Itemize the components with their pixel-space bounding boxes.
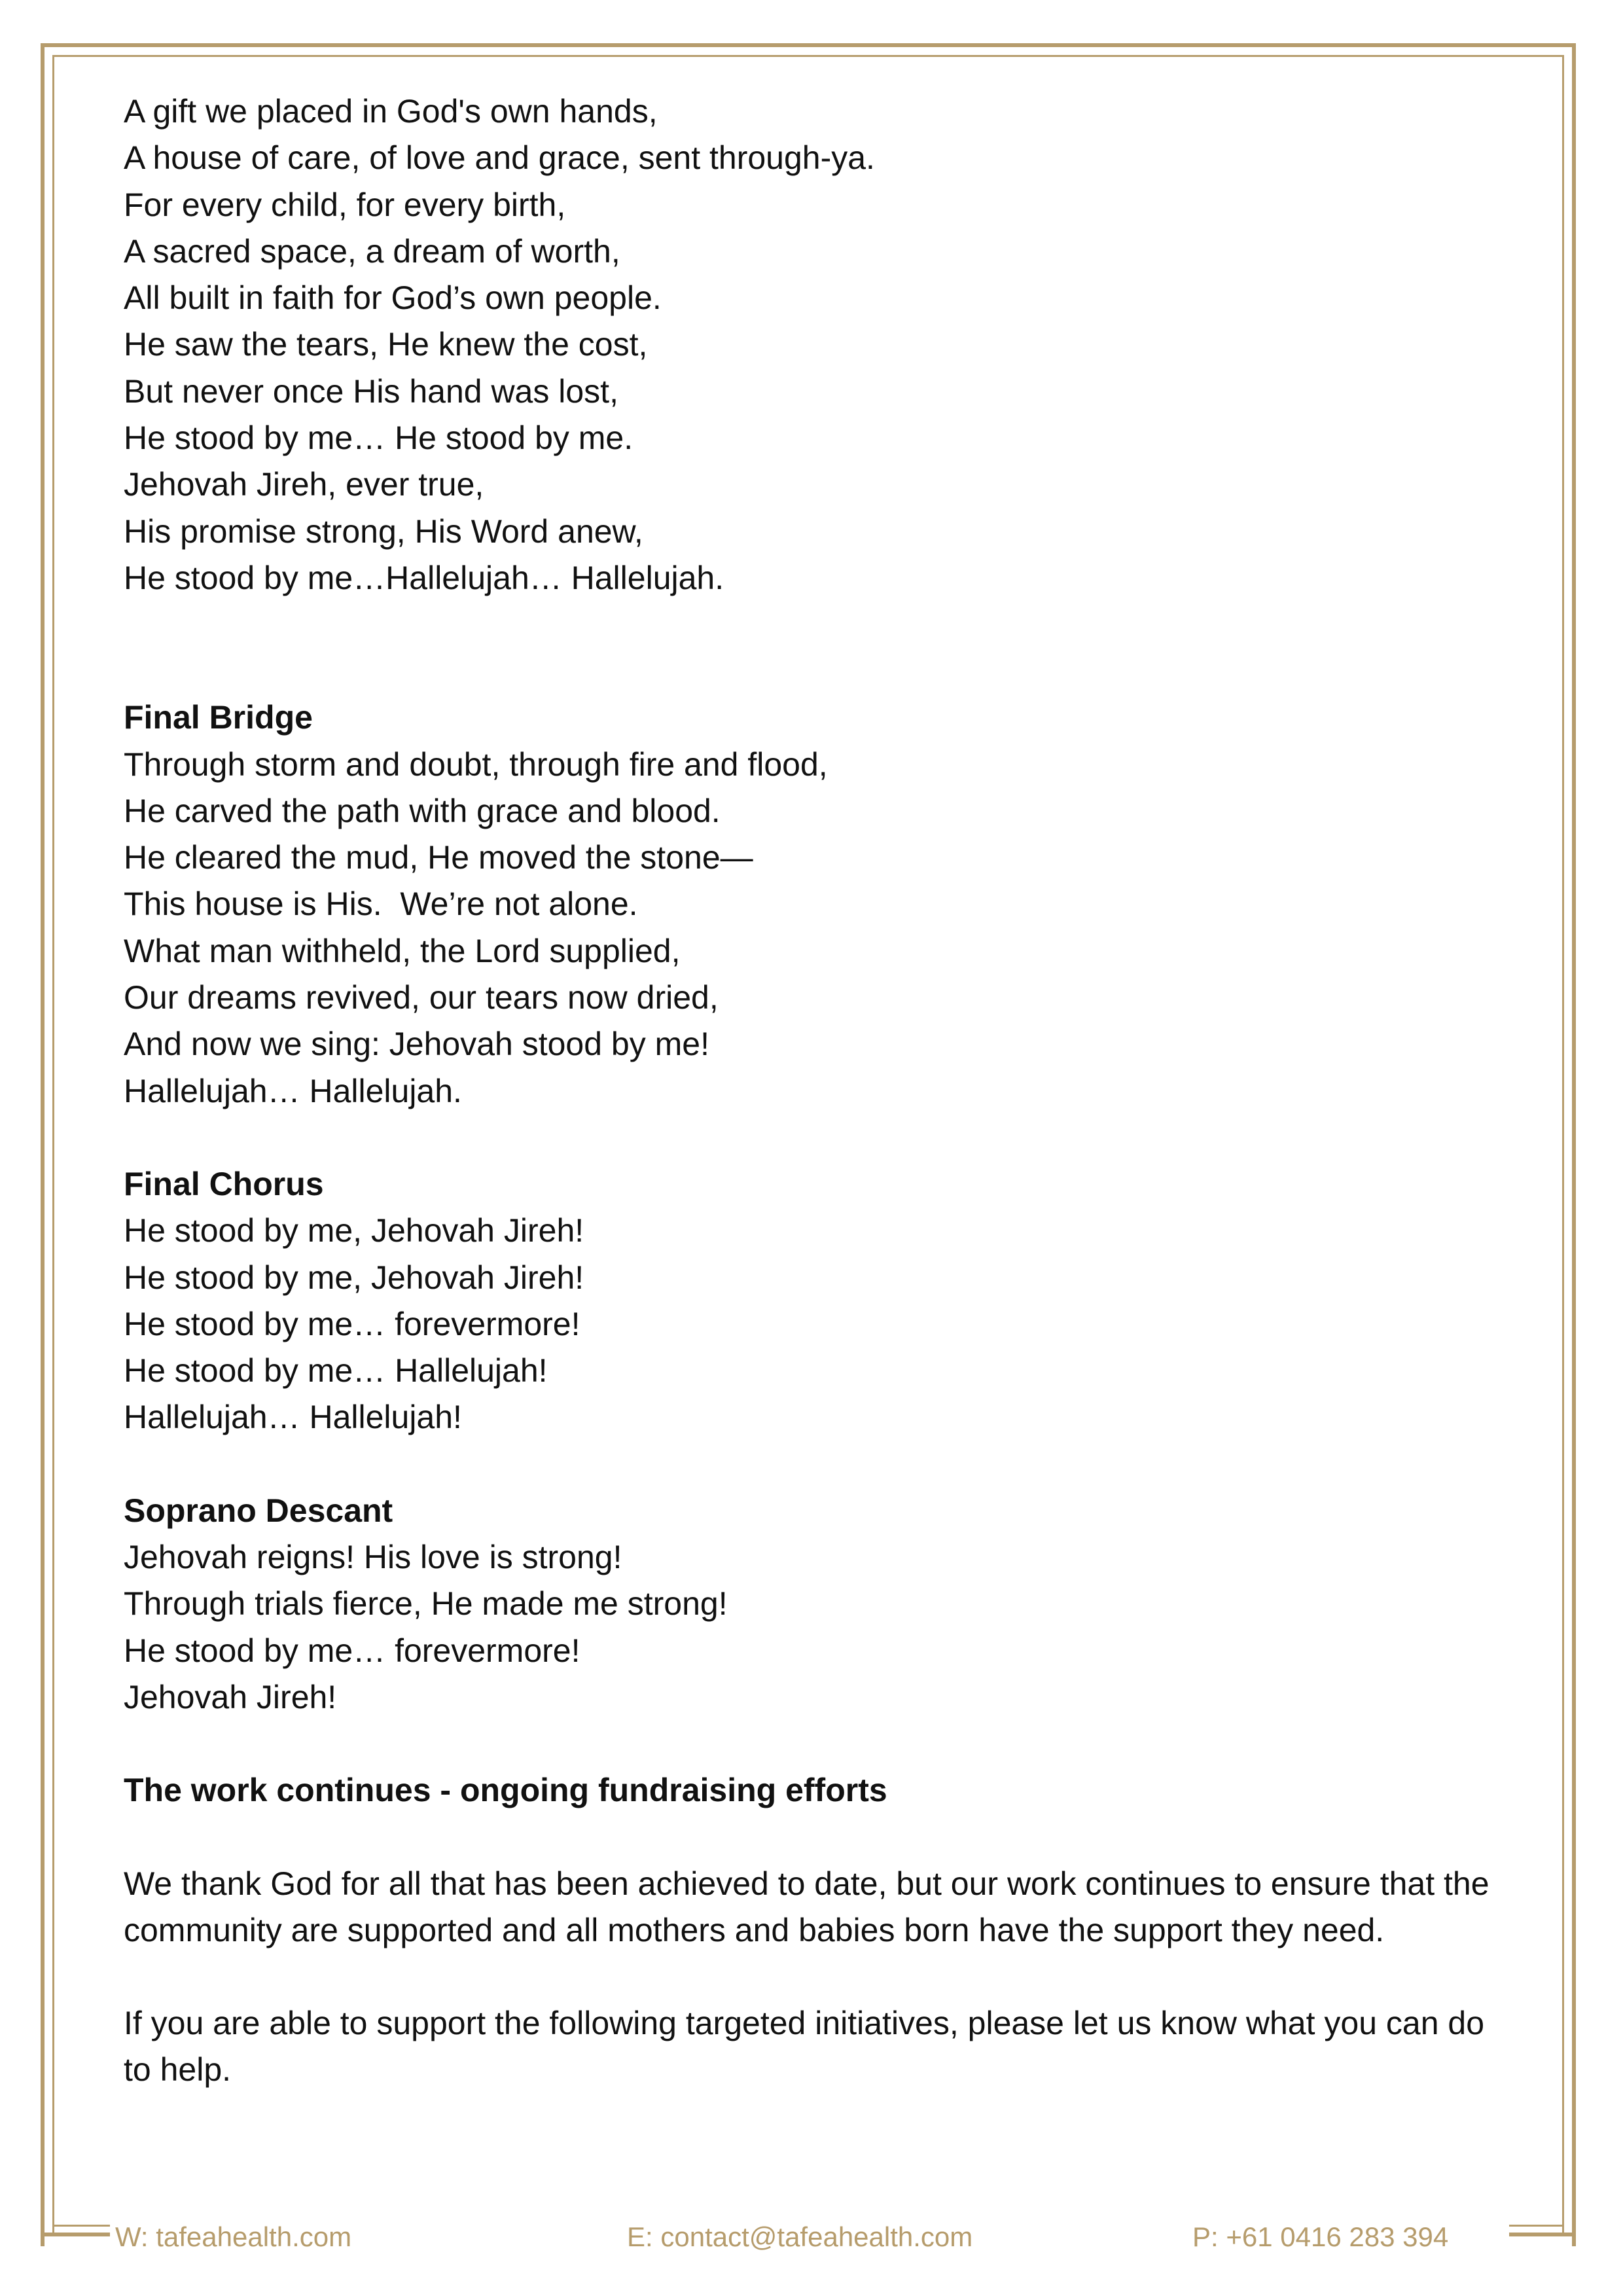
verse-section [124,88,1505,601]
final-chorus-section [124,1161,1505,1441]
lyric-line: He stood by me, Jehovah Jireh! [124,1259,584,1296]
lyric-line: What man withheld, the Lord supplied, [124,932,681,969]
lyric-line: He stood by me… Hallelujah! [124,1352,548,1390]
section-heading: Final Bridge [124,699,313,736]
fundraising-section [124,1767,1505,2093]
verse-line: Jehovah Jireh, ever true, [124,466,484,503]
verse-line: But never once His hand was lost, [124,372,618,410]
lyric-line: Hallelujah… Hallelujah! [124,1399,462,1436]
lyric-line: Our dreams revived, our tears now dried, [124,979,719,1016]
verse-line: All built in faith for God’s own people. [124,279,662,317]
verse-line: For every child, for every birth, [124,186,566,223]
spacer [124,1115,1505,1161]
footer-line-right-inner [1509,2225,1564,2227]
lyric-line: He carved the path with grace and blood. [124,792,721,829]
section-heading: Soprano Descant [124,1492,393,1529]
verse-line: He stood by me… He stood by me. [124,420,633,457]
footer-line-right-outer [1509,2233,1576,2236]
document-body [124,88,1505,2094]
section-heading: Final Chorus [124,1165,324,1202]
footer-line-left-outer [41,2233,110,2236]
final-bridge-section [124,694,1505,1115]
lyric-line: He stood by me, Jehovah Jireh! [124,1212,584,1249]
footer-website[interactable]: W: tafeahealth.com [115,2221,352,2252]
verse-line: His promise strong, His Word anew, [124,512,643,550]
fundraising-paragraph: If you are able to support the following targeted initiatives, please let us know what you can do to help. [124,2005,1485,2089]
lyric-line: This house is His. We’re not alone. [124,886,638,923]
verse-line: A house of care, of love and grace, sent through-ya. [124,139,875,177]
spacer [124,1721,1505,1767]
spacer [124,1954,1505,2000]
lyric-line: Jehovah Jireh! [124,1678,337,1715]
spacer [124,1441,1505,1488]
verse-line: He saw the tears, He knew the cost, [124,326,648,363]
lyric-line: And now we sing: Jehovah stood by me! [124,1026,709,1063]
lyric-line: Through trials fierce, He made me strong! [124,1585,728,1623]
lyric-line: He cleared the mud, He moved the stone— [124,839,753,876]
footer-phone[interactable]: P: +61 0416 283 394 [1192,2221,1449,2252]
lyric-line: He stood by me… forevermore! [124,1305,580,1342]
spacer [124,601,1505,694]
footer-email[interactable]: E: contact@tafeahealth.com [627,2221,973,2252]
section-heading: The work continues - ongoing fundraising efforts [124,1772,887,1809]
footer-line-left-inner [52,2225,110,2227]
soprano-descant-section [124,1488,1505,1721]
fundraising-paragraph: We thank God for all that has been achieved to date, but our work continues to ensure that the community are supported and all mothers and babies born have the support they need. [124,1865,1489,1948]
lyric-line: Jehovah reigns! His love is strong! [124,1539,622,1576]
lyric-line: Hallelujah… Hallelujah. [124,1072,462,1109]
verse-line: He stood by me…Hallelujah… Hallelujah. [124,559,724,596]
lyric-line: Through storm and doubt, through fire and flood, [124,745,828,783]
verse-line: A sacred space, a dream of worth, [124,232,620,270]
lyric-line: He stood by me… forevermore! [124,1632,580,1669]
verse-line: A gift we placed in God's own hands, [124,93,658,130]
spacer [124,1814,1505,1861]
